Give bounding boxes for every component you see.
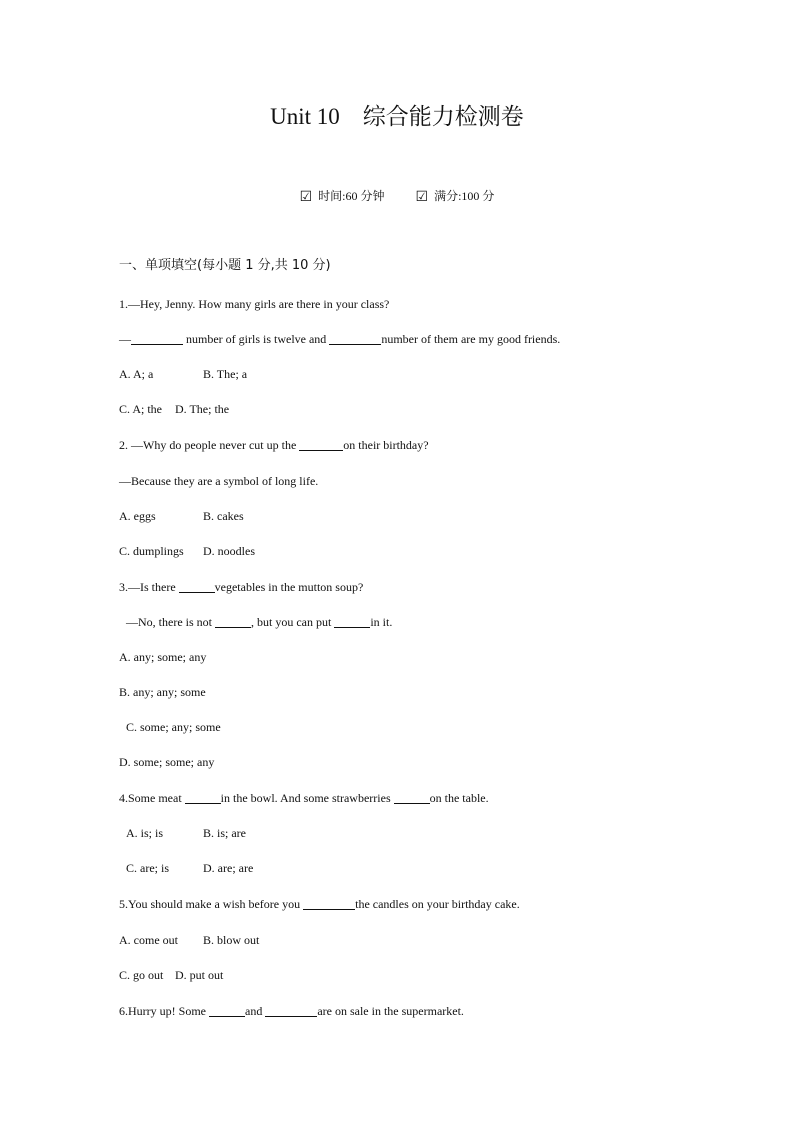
checkbox-checked-icon: ☑ [415, 189, 429, 205]
option-d: D. The; the [175, 402, 230, 416]
answer-blank [265, 1004, 317, 1017]
option-d: D. are; are [203, 861, 254, 875]
question-3-reply [126, 614, 392, 630]
option-d: D. put out [175, 968, 224, 982]
text: are on sale in the supermarket. [317, 1004, 464, 1018]
text: in the bowl. And some strawberries [220, 791, 394, 805]
section-heading: 一、单项填空(每小题 1 分,共 10 分) [119, 258, 331, 273]
question-3-option-a: A. any; some; any [119, 650, 207, 664]
option-c: C. are; is [126, 861, 169, 875]
option-b: B. The; a [203, 367, 248, 381]
text: , but you can put [251, 615, 335, 629]
question-1-options-ab [119, 366, 247, 382]
text: 5.You should make a wish before you [119, 897, 304, 911]
answer-blank [299, 438, 343, 451]
answer-blank [334, 615, 370, 628]
text: vegetables in the mutton soup? [214, 580, 364, 594]
text: in it. [370, 615, 393, 629]
text: on their birthday? [343, 438, 429, 452]
question-6-stem [119, 1003, 464, 1019]
text: on the table. [429, 791, 489, 805]
question-2-options-cd [119, 543, 255, 559]
question-1-reply [119, 331, 560, 347]
option-b: B. is; are [203, 826, 246, 840]
option-a: A. A; a [119, 367, 154, 381]
text: 2. —Why do people never cut up the [119, 438, 300, 452]
question-3-option-b: B. any; any; some [119, 685, 206, 699]
question-2-options-ab [119, 508, 244, 524]
text: —No, there is not [126, 615, 215, 629]
text: the candles on your birthday cake. [355, 897, 520, 911]
time-info [300, 186, 385, 207]
text: number of them are my good friends. [381, 332, 561, 346]
option-c: C. dumplings [119, 544, 184, 558]
option-b: B. blow out [203, 933, 260, 947]
answer-blank [329, 332, 381, 345]
question-1-stem: 1.—Hey, Jenny. How many girls are there in your class? [119, 297, 390, 311]
question-4-options-ab [126, 825, 246, 841]
answer-blank [303, 897, 355, 910]
question-2-stem [119, 437, 429, 453]
time-limit: 时间:60 分钟 [318, 189, 385, 203]
text: and [245, 1004, 266, 1018]
option-a: A. eggs [119, 509, 156, 523]
option-d: D. noodles [203, 544, 255, 558]
full-score: 满分:100 分 [434, 189, 495, 203]
question-4-stem [119, 790, 489, 806]
answer-blank [131, 332, 183, 345]
answer-blank [215, 615, 251, 628]
question-3-option-c: C. some; any; some [126, 720, 221, 734]
page-title: Unit 10 综合能力检测卷 [270, 104, 524, 129]
question-1-options-cd [119, 401, 229, 417]
text: 4.Some meat [119, 791, 185, 805]
question-5-stem [119, 896, 520, 912]
option-c: C. go out [119, 968, 164, 982]
question-2-reply: —Because they are a symbol of long life. [119, 474, 319, 488]
answer-blank [209, 1004, 245, 1017]
answer-blank [179, 580, 215, 593]
checkbox-checked-icon: ☑ [299, 189, 313, 205]
question-5-options-cd [119, 967, 223, 983]
exam-info [0, 186, 794, 207]
question-5-options-ab [119, 932, 259, 948]
text: 6.Hurry up! Some [119, 1004, 209, 1018]
answer-blank [394, 791, 430, 804]
question-3-option-d: D. some; some; any [119, 755, 215, 769]
option-c: C. A; the [119, 402, 163, 416]
answer-blank [185, 791, 221, 804]
text: 3.—Is there [119, 580, 179, 594]
score-info [416, 186, 495, 207]
option-a: A. come out [119, 933, 178, 947]
question-4-options-cd [126, 860, 253, 876]
option-b: B. cakes [203, 509, 244, 523]
text: — [119, 332, 131, 346]
option-a: A. is; is [126, 826, 164, 840]
question-3-stem [119, 579, 363, 595]
text: number of girls is twelve and [183, 332, 330, 346]
